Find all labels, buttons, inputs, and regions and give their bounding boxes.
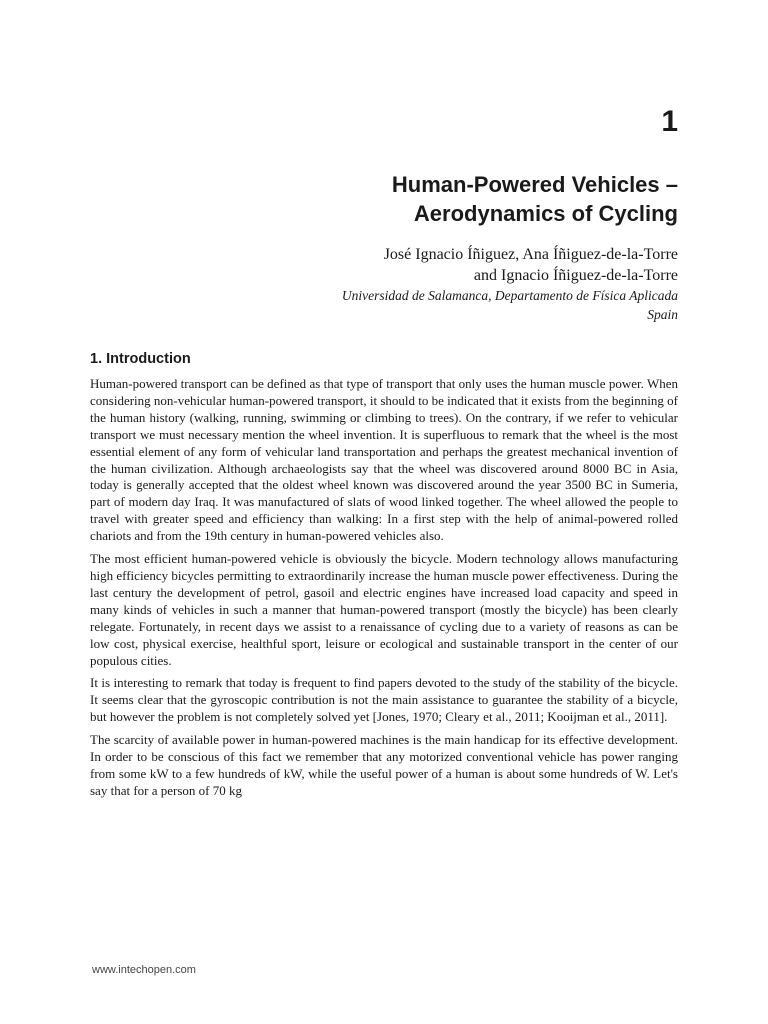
paragraph: The scarcity of available power in human-powered machines is the main handicap for its effective development. In order to be conscious of this fact we remember that any motorized conventional vehicle has power ranging from some kW to a few hundreds of kW, while the useful power of a human is about some hundreds of W. Let's say that for a person of 70 kg bbox=[90, 732, 678, 798]
authors-line-2: and Ignacio Íñiguez-de-la-Torre bbox=[473, 267, 678, 284]
affiliation bbox=[118, 286, 678, 324]
paragraph: The most efficient human-powered vehicle is obviously the bicycle. Modern technology allows manufacturing high efficiency bicycles permitting to extraordinarily increase the human muscle power effectiveness. During the last century the development of petrol, gasoil and electric engines have increased load capacity and speed in many kinds of vehicles in such a manner that human-powered transport (mostly the bicycle) has been clearly relegate. Fortunately, in recent days we assist to a renaissance of cycling due to a variety of reasons as can be low cost, physical exercise, healthful sport, leisure or ecological and sustainable transport in the center of our populous cities. bbox=[90, 551, 678, 668]
chapter-title-line-2: Aerodynamics of Cycling bbox=[413, 201, 678, 226]
chapter-number: 1 bbox=[661, 105, 678, 138]
chapter-title bbox=[178, 170, 678, 228]
paragraph: It is interesting to remark that today is frequent to find papers devoted to the study of the stability of the bicycle. It seems clear that the gyroscopic contribution is not the main assistance to guarantee the stability of a bicycle, but however the problem is not completely solved yet [Jones, 1970; Cleary et al., 2011; Kooijman et al., 2011]. bbox=[90, 675, 678, 725]
body-text bbox=[90, 376, 678, 806]
footer-url: www.intechopen.com bbox=[92, 964, 196, 976]
chapter-title-line-1: Human-Powered Vehicles – bbox=[391, 172, 678, 197]
authors bbox=[118, 244, 678, 286]
affiliation-line-2: Spain bbox=[647, 307, 678, 322]
affiliation-line-1: Universidad de Salamanca, Departamento de Física Aplicada bbox=[341, 288, 678, 303]
section-heading: 1. Introduction bbox=[90, 351, 191, 367]
paragraph: Human-powered transport can be defined as that type of transport that only uses the human muscle power. When considering non-vehicular human-powered transport, it should to be indicated that it exists from the beginning of the human history (walking, running, swimming or climbing to trees). On the contrary, if we refer to vehicular transport we must necessary mention the wheel invention. It is superfluous to remark that the wheel is the most essential element of any form of vehicular land transportation and perhaps the greatest mechanical invention of the human civilization. Although archaeologists say that the wheel was discovered around 8000 BC in Asia, today is generally accepted that the oldest wheel known was discovered around the year 3500 BC in Sumeria, part of modern day Iraq. It was manufactured of slats of wood linked together. The wheel allowed the people to travel with greater speed and efficiency than walking: In a first step with the help of animal-powered rolled chariots and from the 19th century in human-powered vehicles also. bbox=[90, 376, 678, 544]
authors-line-1: José Ignacio Íñiguez, Ana Íñiguez-de-la-Torre bbox=[383, 246, 678, 263]
